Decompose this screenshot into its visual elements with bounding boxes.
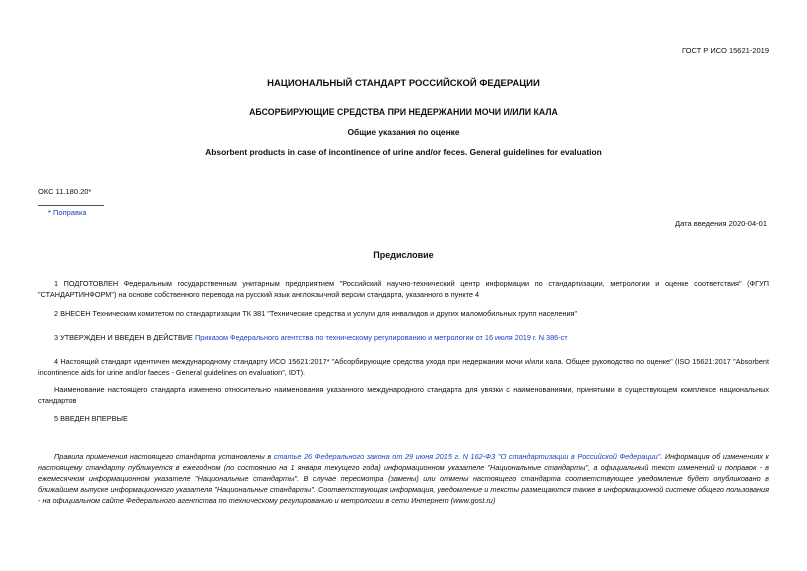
introduction-date: Дата введения 2020-04-01 <box>675 219 767 228</box>
amendment-link[interactable]: Поправка <box>53 208 87 217</box>
application-rules-prefix: Правила применения настоящего стандарта установлены в <box>54 452 274 461</box>
title-english: Absorbent products in case of incontinence of urine and/or feces. General guidelines for evaluation <box>205 147 602 157</box>
application-rules-text: . Информация об изменениях к настоящему стандарту публикуется в ежегодном (по состоянию на 1 января текущего года) информационном указателе "Национальные стандарты", а официальный текст изменений и поправок - в ежемесячном информационном указателе "Национальные стандарты". В случае пересмотра (замены) или отмены настоящего стандарта соответствующее уведомление будет опубликовано в ближайшем выпуске информационного указателя "Национальные стандарты". Соответствующая информация, уведомление и тексты размещаются также в информационной системе общего пользования - на официальном сайте Федерального агентства по техническому регулированию и метрологии в сети Интернет (www.gost.ru) <box>38 452 769 505</box>
document-code: ГОСТ Р ИСО 15621-2019 <box>682 46 769 55</box>
title-russian: АБСОРБИРУЮЩИЕ СРЕДСТВА ПРИ НЕДЕРЖАНИИ МОЧИ И/ИЛИ КАЛА <box>249 107 558 117</box>
preface-paragraph-3 <box>38 332 769 343</box>
federal-law-link[interactable]: статье 26 Федерального закона от 29 июня 2015 г. N 162-ФЗ "О стандартизации в Российской Федерации" <box>273 452 661 461</box>
preface-title: Предисловие <box>373 250 434 260</box>
preface-paragraph-4: 4 Настоящий стандарт идентичен международному стандарту ИСО 15621:2017* "Абсорбирующие средства ухода при недержании мочи и/или кала. Общее руководство по оценке" (ISO 15621:2017 "Absorbent incontinence aids for urine and/or faeces - General guidelines on evaluation", IDT). <box>38 357 769 377</box>
footnote <box>48 208 87 217</box>
paragraph-3-text: 3 УТВЕРЖДЕН И ВВЕДЕН В ДЕЙСТВИЕ <box>54 333 195 342</box>
order-link[interactable]: Приказом Федерального агентства по техническому регулированию и метрологии от 16 июля 2019 г. N 386-ст <box>194 333 568 342</box>
subtitle-russian: Общие указания по оценке <box>347 127 460 137</box>
oks-code: ОКС 11.180.20* <box>38 187 92 196</box>
standard-type-heading: НАЦИОНАЛЬНЫЙ СТАНДАРТ РОССИЙСКОЙ ФЕДЕРАЦИИ <box>267 78 540 89</box>
preface-paragraph-2: 2 ВНЕСЕН Техническим комитетом по стандартизации ТК 381 "Технические средства и услуги для инвалидов и других маломобильных групп населения" <box>54 309 578 318</box>
footnote-divider <box>38 205 104 206</box>
preface-paragraph-6: 5 ВВЕДЕН ВПЕРВЫЕ <box>54 414 128 423</box>
footnote-star: * <box>48 208 51 217</box>
application-rules-paragraph <box>38 451 769 506</box>
preface-paragraph-1: 1 ПОДГОТОВЛЕН Федеральным государственным унитарным предприятием "Российский научно-технический центр информации по стандартизации, метрологии и оценке соответствия" (ФГУП "СТАНДАРТИНФОРМ") на основе собственного перевода на русский язык англоязычной версии стандарта, указанного в пункте 4 <box>38 279 769 299</box>
preface-paragraph-5: Наименование настоящего стандарта изменено относительно наименования указанного международного стандарта для увязки с наименованиями, принятыми в существующем комплексе национальных стандартов <box>38 385 769 405</box>
